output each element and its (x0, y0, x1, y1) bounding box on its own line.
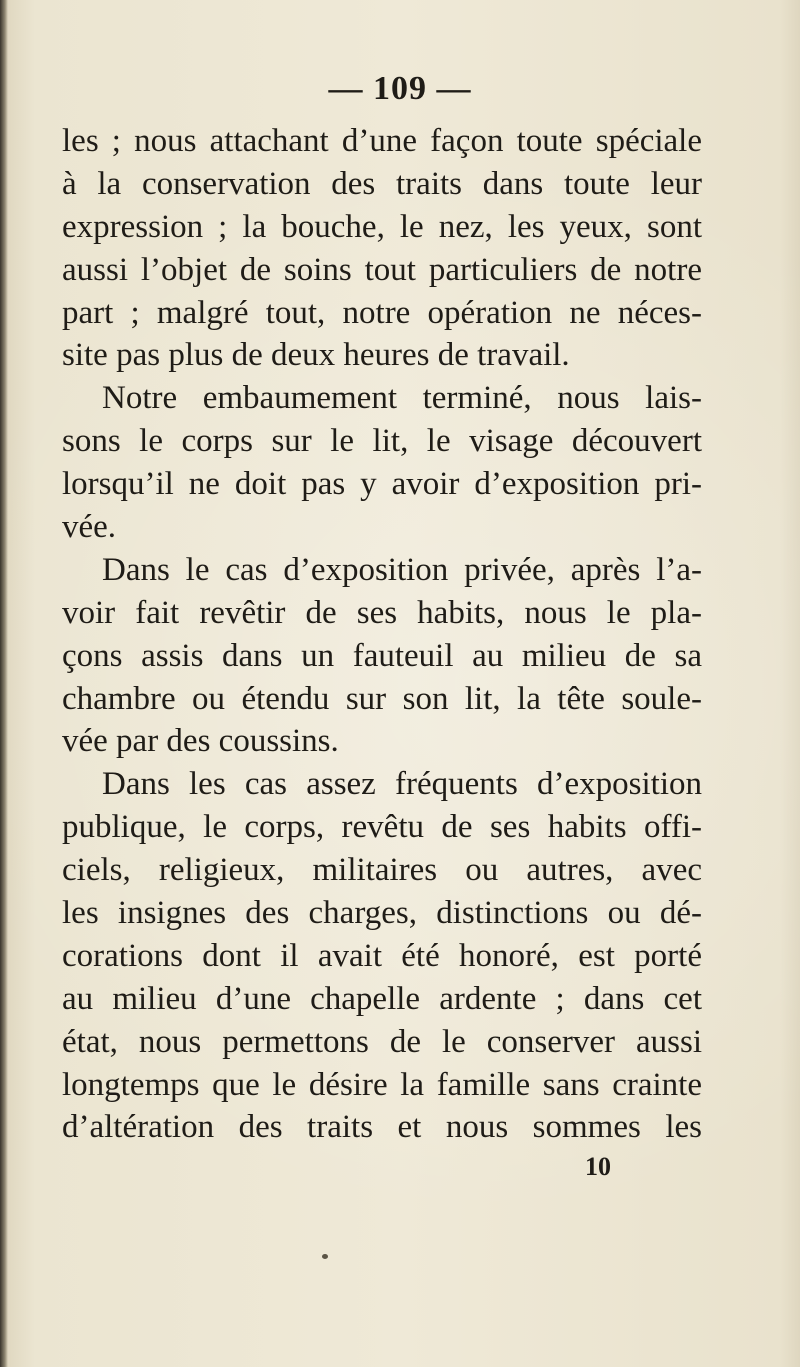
text-line: les ; nous attachant d’une façon toute spéciale (62, 123, 702, 159)
text-line: lorsqu’il ne doit pas y avoir d’exposition pri- (62, 466, 702, 503)
text-line: voir fait revêtir de ses habits, nous le pla- (62, 594, 702, 631)
text-line: part ; malgré tout, notre opération ne néces- (62, 294, 702, 331)
text-line: çons assis dans un fauteuil au milieu de sa (62, 637, 702, 674)
page-number-header: — 109 — (328, 70, 472, 107)
text-line: d’altération des traits et nous sommes les (62, 1109, 702, 1146)
text-line: Notre embaumement terminé, nous lais- (102, 380, 702, 417)
text-line: chambre ou étendu sur son lit, la tête soule- (62, 680, 702, 717)
text-line: Dans les cas assez fréquents d’exposition (102, 766, 702, 803)
text-line: au milieu d’une chapelle ardente ; dans cet (62, 980, 702, 1017)
page-gutter-shadow (0, 0, 8, 1367)
text-line: vée par des coussins. (62, 723, 339, 760)
text-line: publique, le corps, revêtu de ses habits offi- (62, 809, 702, 846)
text-line: vée. (62, 509, 117, 546)
text-line: longtemps que le désire la famille sans crainte (62, 1066, 702, 1103)
text-line: site pas plus de deux heures de travail. (62, 337, 570, 374)
text-line: état, nous permettons de le conserver aussi (62, 1023, 702, 1060)
text-line: corations dont il avait été honoré, est porté (62, 937, 702, 974)
body-text (62, 120, 702, 1149)
signature-mark: 10 (585, 1152, 611, 1181)
text-line: aussi l’objet de soins tout particuliers de notre (62, 251, 702, 288)
text-line: expression ; la bouche, le nez, les yeux, sont (62, 208, 702, 245)
paper-speck (322, 1254, 328, 1259)
text-line: à la conservation des traits dans toute leur (62, 165, 702, 202)
text-line: ciels, religieux, militaires ou autres, avec (62, 852, 702, 889)
text-line: les insignes des charges, distinctions ou dé- (62, 895, 702, 932)
text-line: sons le corps sur le lit, le visage découvert (62, 423, 702, 460)
text-line: Dans le cas d’exposition privée, après l’a- (102, 551, 702, 588)
